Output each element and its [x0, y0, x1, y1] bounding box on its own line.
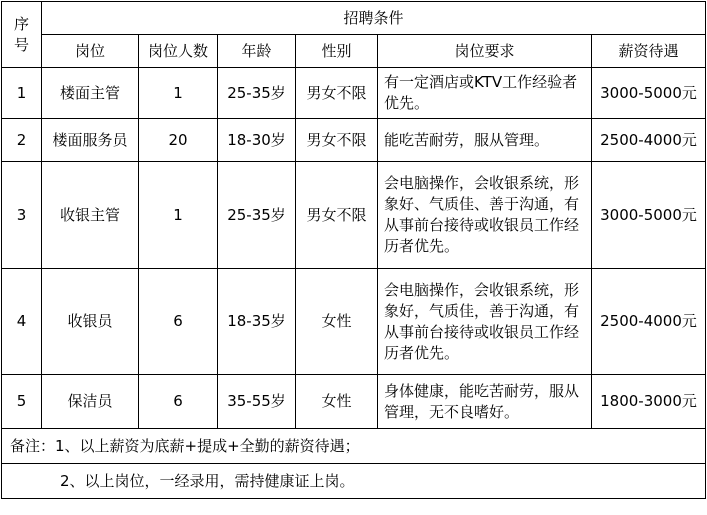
row-position: 保洁员 [42, 375, 139, 429]
row-requirement: 身体健康，能吃苦耐劳，服从管理，无不良嗜好。 [378, 375, 592, 429]
row-salary: 1800-3000元 [592, 375, 706, 429]
col-header-position: 岗位 [42, 35, 139, 68]
col-header-gender: 性别 [296, 35, 378, 68]
row-age: 25-35岁 [218, 68, 296, 119]
row-requirement: 有一定酒店或KTV工作经验者优先。 [378, 68, 592, 119]
row-number: 2 [2, 119, 42, 162]
table-row [2, 162, 706, 269]
table-row [2, 68, 706, 119]
row-salary: 3000-5000元 [592, 68, 706, 119]
row-count: 1 [139, 68, 218, 119]
note-line-2: 2、以上岗位，一经录用，需持健康证上岗。 [2, 464, 706, 499]
row-requirement: 能吃苦耐劳，服从管理。 [378, 119, 592, 162]
col-header-count: 岗位人数 [139, 35, 218, 68]
row-gender: 女性 [296, 375, 378, 429]
row-count: 1 [139, 162, 218, 269]
row-requirement: 会电脑操作，会收银系统，形象好、气质佳、善于沟通，有从事前台接待或收银员工作经历者优先。 [378, 162, 592, 269]
row-number: 5 [2, 375, 42, 429]
row-position: 收银员 [42, 269, 139, 375]
row-age: 18-30岁 [218, 119, 296, 162]
row-age: 25-35岁 [218, 162, 296, 269]
row-salary: 2500-4000元 [592, 269, 706, 375]
row-count: 20 [139, 119, 218, 162]
col-header-requirement: 岗位要求 [378, 35, 592, 68]
row-gender: 男女不限 [296, 119, 378, 162]
row-count: 6 [139, 375, 218, 429]
row-number: 4 [2, 269, 42, 375]
group-header: 招聘条件 [42, 2, 706, 35]
table-row [2, 119, 706, 162]
row-gender: 男女不限 [296, 68, 378, 119]
row-position: 楼面服务员 [42, 119, 139, 162]
row-number: 1 [2, 68, 42, 119]
row-position: 收银主管 [42, 162, 139, 269]
table-row [2, 269, 706, 375]
note-line-1: 备注：1、以上薪资为底薪+提成+全勤的薪资待遇； [2, 429, 706, 464]
col-header-age: 年龄 [218, 35, 296, 68]
row-age: 35-55岁 [218, 375, 296, 429]
col-header-salary: 薪资待遇 [592, 35, 706, 68]
row-salary: 2500-4000元 [592, 119, 706, 162]
recruitment-table [1, 1, 706, 499]
row-count: 6 [139, 269, 218, 375]
row-age: 18-35岁 [218, 269, 296, 375]
table-row [2, 375, 706, 429]
row-salary: 3000-5000元 [592, 162, 706, 269]
row-gender: 男女不限 [296, 162, 378, 269]
row-requirement: 会电脑操作，会收银系统，形象好，气质佳，善于沟通，有从事前台接待或收银员工作经历者优先。 [378, 269, 592, 375]
seq-header: 序 号 [2, 2, 42, 68]
row-number: 3 [2, 162, 42, 269]
row-gender: 女性 [296, 269, 378, 375]
row-position: 楼面主管 [42, 68, 139, 119]
